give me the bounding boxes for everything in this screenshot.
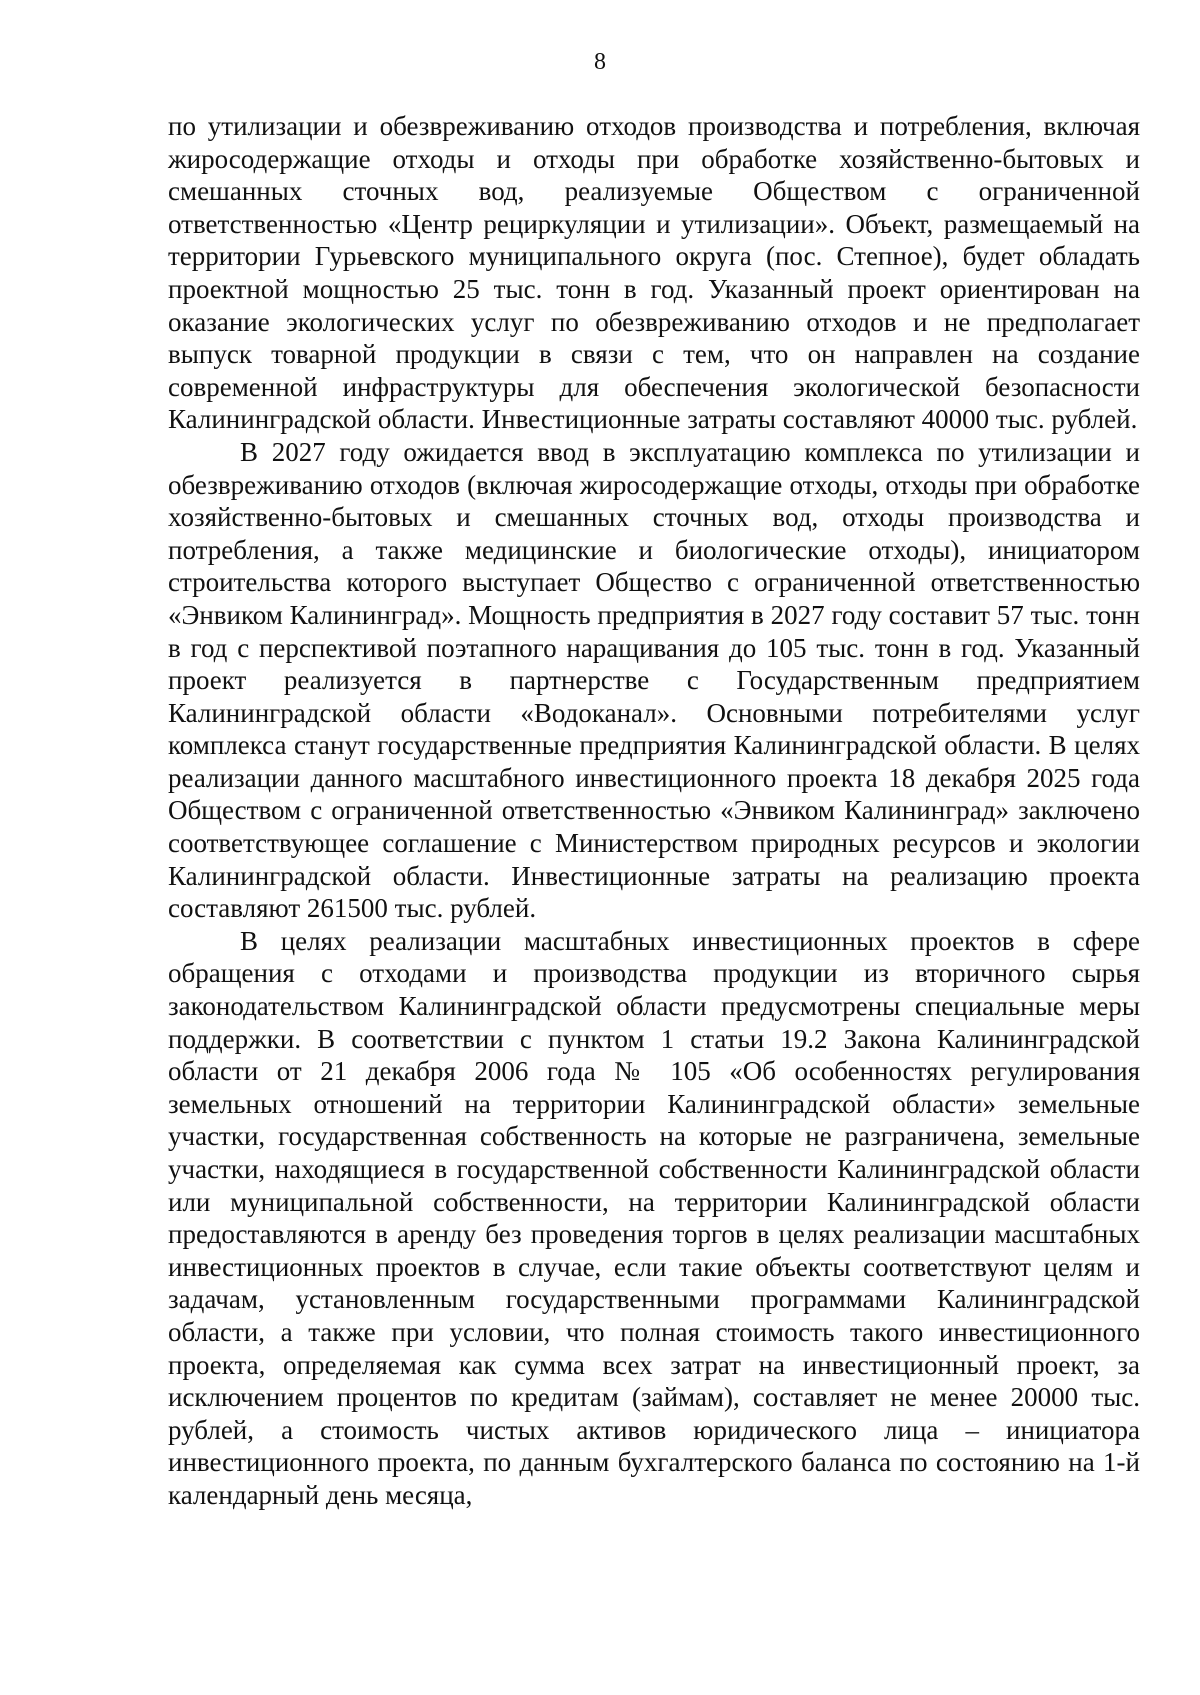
document-body <box>168 110 1140 1512</box>
paragraph-2027-complex: В 2027 году ожидается ввод в эксплуатацию комплекса по утилизации и обезвреживанию отходов (включая жиросодержащие отходы, отходы при обработке хозяйственно-бытовых и смешанных сточных вод, отходы производства и потребления, а также медицинские и биологические отходы), инициатором строительства которого выступает Общество с ограниченной ответственностью «Энвиком Калининград». Мощность предприятия в 2027 году составит 57 тыс. тонн в год с перспективой поэтапного наращивания до 105 тыс. тонн в год. Указанный проект реализуется в партнерстве с Государственным предприятием Калининградской области «Водоканал». Основными потребителями услуг комплекса станут государственные предприятия Калининградской области. В целях реализации данного масштабного инвестиционного проекта 18 декабря 2025 года Обществом с ограниченной ответственностью «Энвиком Калининград» заключено соответствующее соглашение с Министерством природных ресурсов и экологии Калининградской области. Инвестиционные затраты на реализацию проекта составляют 261500 тыс. рублей. <box>168 436 1140 924</box>
page-number: 8 <box>594 49 606 75</box>
paragraph-continuation: по утилизации и обезвреживанию отходов производства и потребления, включая жиросодержащие отходы и отходы при обработке хозяйственно-бытовых и смешанных сточных вод, реализуемые Обществом с ограниченной ответственностью «Центр рециркуляции и утилизации». Объект, размещаемый на территории Гурьевского муниципального округа (пос. Степное), будет обладать проектной мощностью 25 тыс. тонн в год. Указанный проект ориентирован на оказание экологических услуг по обезвреживанию отходов и не предполагает выпуск товарной продукции в связи с тем, что он направлен на создание современной инфраструктуры для обеспечения экологической безопасности Калининградской области. Инвестиционные затраты составляют 40000 тыс. рублей. <box>168 111 1140 435</box>
paragraph-support-measures: В целях реализации масштабных инвестиционных проектов в сфере обращения с отходами и производства продукции из вторичного сырья законодательством Калининградской области предусмотрены специальные меры поддержки. В соответствии с пунктом 1 статьи 19.2 Закона Калининградской области от 21 декабря 2006 года № 105 «Об особенностях регулирования земельных отношений на территории Калининградской области» земельные участки, государственная собственность на которые не разграничена, земельные участки, находящиеся в государственной собственности Калининградской области или муниципальной собственности, на территории Калининградской области предоставляются в аренду без проведения торгов в целях реализации масштабных инвестиционных проектов в случае, если такие объекты соответствуют целям и задачам, установленным государственными программами Калининградской области, а также при условии, что полная стоимость такого инвестиционного проекта, определяемая как сумма всех затрат на инвестиционный проект, за исключением процентов по кредитам (займам), составляет не менее 20000 тыс. рублей, а стоимость чистых активов юридического лица – инициатора инвестиционного проекта, по данным бухгалтерского баланса по состоянию на 1-й календарный день месяца, <box>168 925 1140 1510</box>
